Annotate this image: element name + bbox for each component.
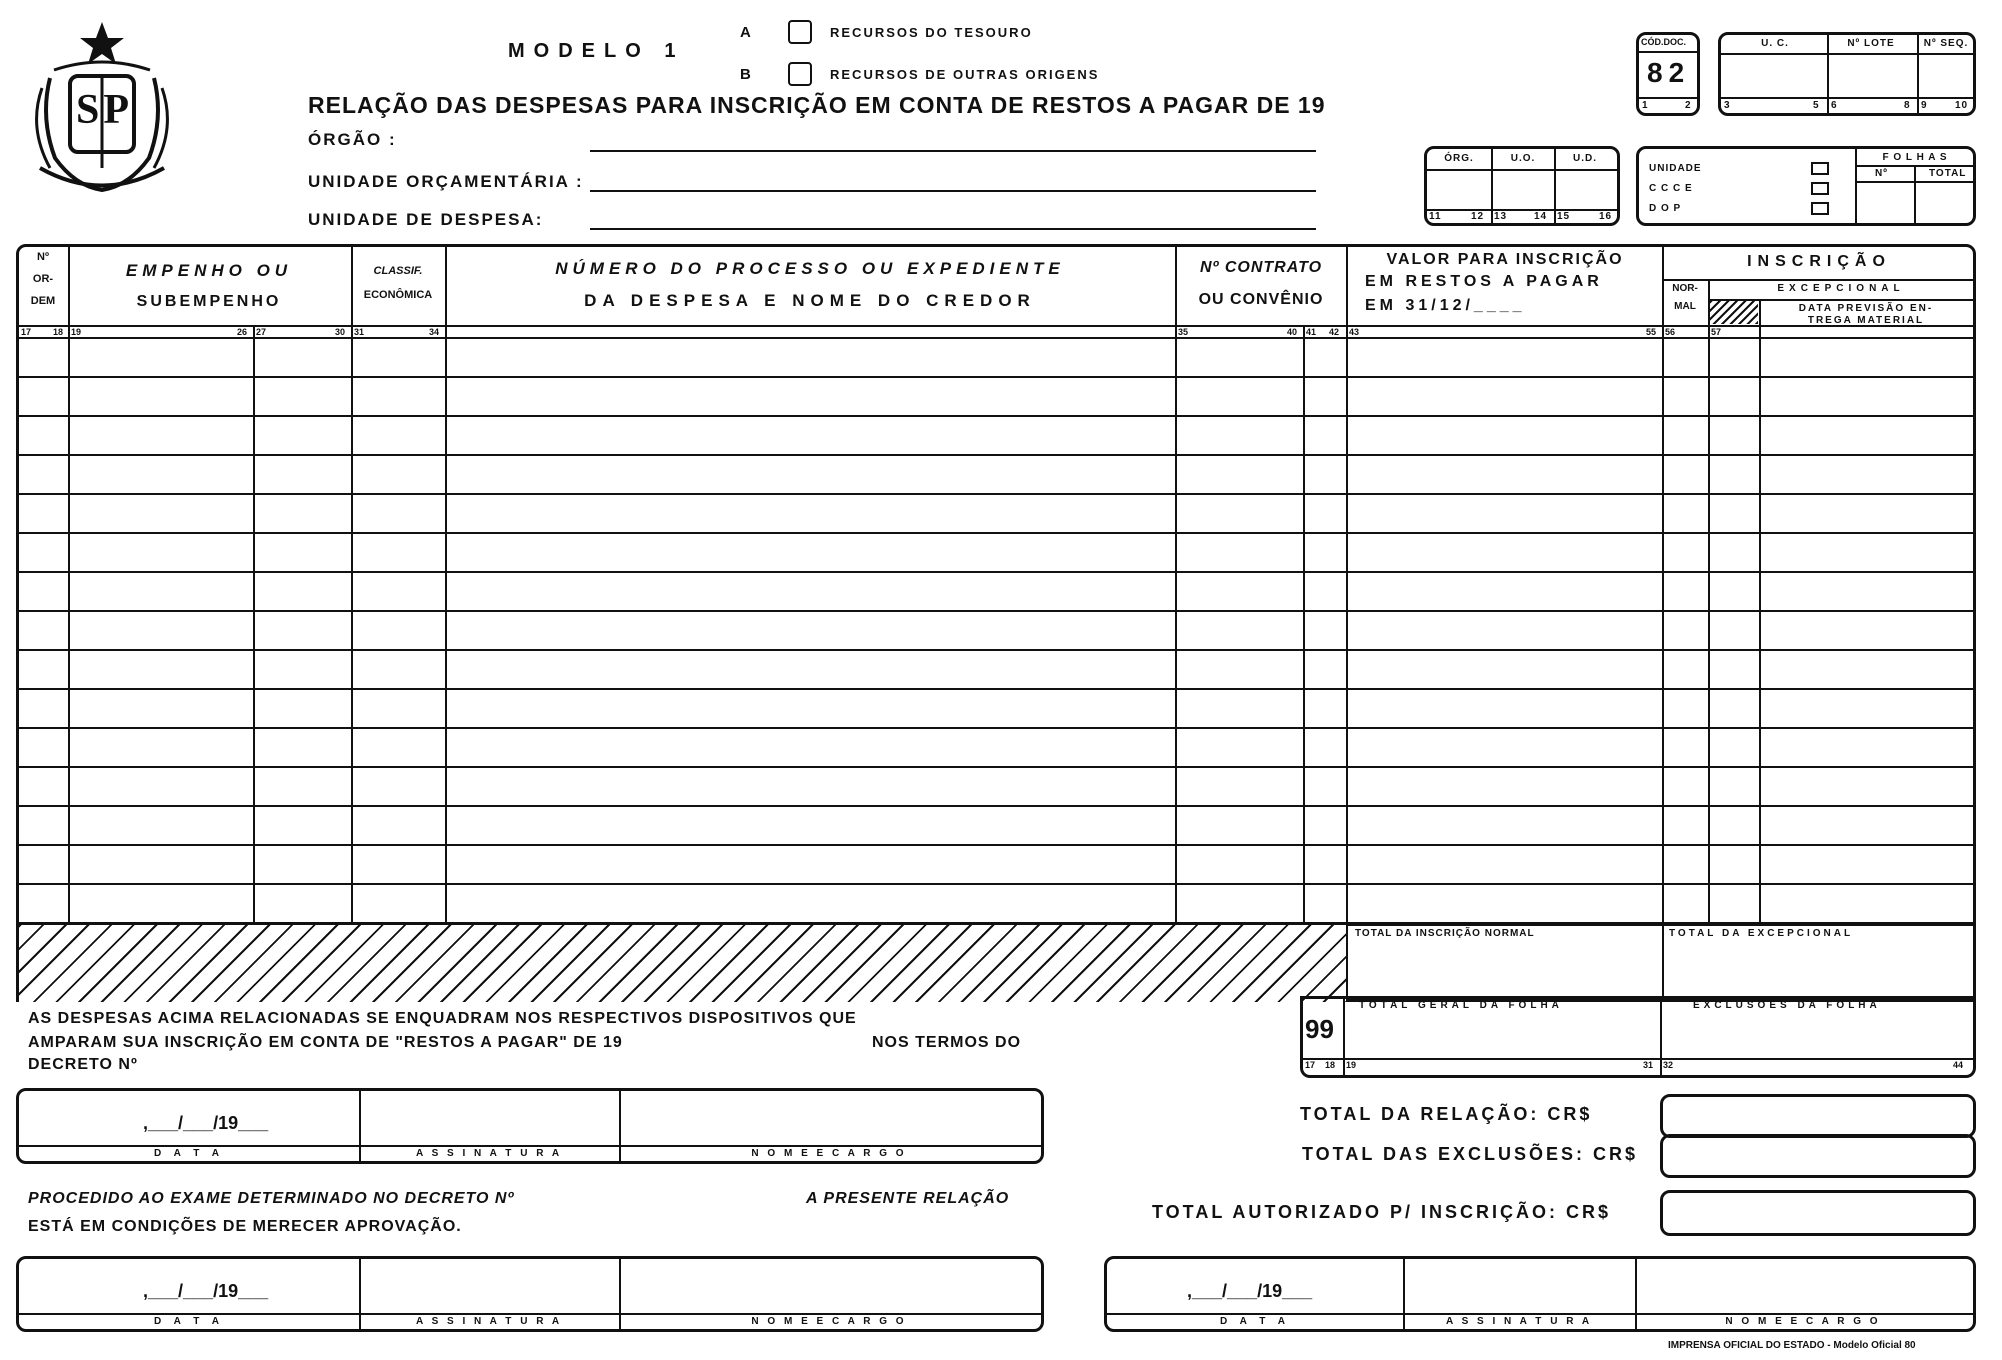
col-data-previsao-header: TREGA MATERIAL [1807, 315, 1925, 326]
col-num: 56 [1665, 327, 1676, 337]
col-num: 19 [1346, 1060, 1357, 1070]
unidade-line: UNIDADE [1649, 163, 1702, 174]
col-ordem-header: OR- [32, 273, 54, 285]
assinatura-label: A S S I N A T U R A [415, 1316, 563, 1327]
declaration-line-3: DECRETO Nº [28, 1056, 138, 1073]
table-data-rows[interactable] [19, 339, 1973, 923]
col-valor-header: VALOR PARA INSCRIÇÃO [1386, 251, 1624, 268]
nome-cargo-label: N O M E E C A R G O [751, 1316, 907, 1327]
col-num: 31 [1643, 1060, 1654, 1070]
cod-doc-value: 82 [1647, 57, 1691, 88]
ud-field[interactable] [590, 228, 1316, 230]
col-num: 3 [1724, 100, 1731, 111]
col-num: 8 [1904, 100, 1911, 111]
col-empenho-header: SUBEMPENHO [136, 293, 282, 310]
uo-field[interactable] [590, 190, 1316, 192]
col-contrato-header: OU CONVÊNIO [1198, 291, 1324, 308]
col-num: 14 [1534, 211, 1548, 222]
ud-code-label: U.D. [1573, 153, 1597, 164]
col-normal-header: MAL [1674, 301, 1696, 312]
col-num: 11 [1429, 211, 1442, 222]
folha-n-label: Nº [1875, 168, 1888, 179]
col-num: 15 [1557, 211, 1571, 222]
col-num: 13 [1494, 211, 1508, 222]
option-b-letter: B [740, 66, 751, 83]
expenses-table [16, 244, 1976, 1002]
nome-cargo-label: N O M E E C A R G O [751, 1148, 907, 1159]
cod-doc-label: CÓD.DOC. [1641, 37, 1686, 47]
signature-block-1 [16, 1088, 1044, 1164]
declaration-line-1: AS DESPESAS ACIMA RELACIONADAS SE ENQUADRAM NOS RESPECTIVOS DISPOSITIVOS QUE [28, 1010, 857, 1027]
col-num: 10 [1955, 100, 1969, 111]
lote-label: Nº LOTE [1847, 38, 1895, 49]
col-valor-header: EM RESTOS A PAGAR [1365, 273, 1603, 290]
col-normal-header: NOR- [1672, 283, 1698, 294]
folha-total-label: TOTAL [1929, 168, 1967, 179]
total-autorizado-field[interactable] [1660, 1190, 1976, 1236]
col-num: 18 [53, 327, 64, 337]
col-ordem-header: DEM [30, 295, 56, 307]
date-field[interactable]: ,___/___/19___ [143, 1113, 269, 1133]
col-num: 19 [71, 327, 82, 337]
signature-block-2 [16, 1256, 1044, 1332]
col-num: 34 [429, 327, 440, 337]
col-num: 12 [1471, 211, 1485, 222]
col-ordem-header: Nº [37, 251, 49, 263]
col-data-previsao-header: DATA PREVISÃO EN- [1798, 303, 1934, 314]
declaration-line-2: AMPARAM SUA INSCRIÇÃO EM CONTA DE "RESTOS A PAGAR" DE 19 [28, 1034, 623, 1051]
logo-letters: SP [76, 87, 134, 133]
orgao-field[interactable] [590, 150, 1316, 152]
col-num: 35 [1178, 327, 1189, 337]
orgao-label: ÓRGÃO : [308, 130, 397, 149]
folha-box [1636, 146, 1976, 226]
exclusoes-label: EXCLUSÕES DA FOLHA [1693, 1000, 1881, 1011]
signature-block-3 [1104, 1256, 1976, 1332]
option-b-checkbox[interactable] [788, 62, 812, 86]
option-b-label: RECURSOS DE OUTRAS ORIGENS [830, 67, 1100, 82]
ccce-line: C C C E [1649, 183, 1693, 194]
total-excepcional-label: TOTAL DA EXCEPCIONAL [1669, 928, 1854, 939]
col-num: 26 [237, 327, 248, 337]
nome-cargo-label: N O M E E C A R G O [1725, 1316, 1881, 1327]
col-num: 17 [21, 327, 32, 337]
ids-box [1718, 32, 1976, 116]
total-geral-label: TOTAL GERAL DA FOLHA [1359, 1000, 1563, 1011]
col-num: 32 [1663, 1060, 1674, 1070]
col-num: 18 [1325, 1060, 1336, 1070]
option-a-checkbox[interactable] [788, 20, 812, 44]
ccce-checkbox[interactable] [1811, 182, 1829, 195]
hatched-area [19, 925, 1346, 1002]
assinatura-label: A S S I N A T U R A [1445, 1316, 1593, 1327]
col-num: 2 [1685, 100, 1692, 111]
total-exclusoes-field[interactable] [1660, 1134, 1976, 1178]
col-num: 9 [1921, 100, 1928, 111]
org-label: ÓRG. [1444, 153, 1474, 164]
dop-checkbox[interactable] [1811, 202, 1829, 215]
procedido-line-1b: A PRESENTE RELAÇÃO [806, 1190, 1010, 1207]
option-a-label: RECURSOS DO TESOURO [830, 25, 1033, 40]
col-valor-header: EM 31/12/____ [1365, 297, 1526, 314]
col-num: 1 [1642, 100, 1649, 111]
col-num: 16 [1599, 211, 1613, 222]
org-box [1424, 146, 1620, 226]
col-num: 57 [1711, 327, 1722, 337]
declaration-line-2b: NOS TERMOS DO [872, 1034, 1022, 1051]
col-num: 40 [1287, 327, 1298, 337]
uc-label: U. C. [1761, 38, 1789, 49]
date-field[interactable]: ,___/___/19___ [1187, 1281, 1313, 1301]
col-num: 43 [1349, 327, 1360, 337]
totals-geral-box [1300, 996, 1976, 1078]
dop-line: D O P [1649, 203, 1682, 214]
code-99: 99 [1305, 1014, 1334, 1044]
total-relacao-label: TOTAL DA RELAÇÃO: CR$ [1300, 1104, 1593, 1124]
uo-code-label: U.O. [1510, 153, 1536, 164]
uo-label: UNIDADE ORÇAMENTÁRIA : [308, 172, 584, 191]
col-empenho-header: EMPENHO OU [125, 261, 293, 280]
col-contrato-header: Nº CONTRATO [1199, 259, 1323, 276]
total-exclusoes-label: TOTAL DAS EXCLUSÕES: CR$ [1302, 1144, 1639, 1164]
col-classif-header: ECONÔMICA [363, 289, 433, 301]
col-num: 5 [1813, 100, 1820, 111]
col-num: 41 [1306, 327, 1317, 337]
assinatura-label: A S S I N A T U R A [415, 1148, 563, 1159]
folhas-label: F O L H A S [1882, 152, 1948, 163]
col-processo-header: DA DESPESA E NOME DO CREDOR [584, 291, 1036, 310]
form-title: RELAÇÃO DAS DESPESAS PARA INSCRIÇÃO EM CONTA DE RESTOS A PAGAR DE 19 [308, 92, 1326, 118]
footer-imprint: IMPRENSA OFICIAL DO ESTADO - Modelo Oficial 80 [1668, 1340, 1916, 1351]
unidade-checkbox[interactable] [1811, 162, 1829, 175]
total-autorizado-label: TOTAL AUTORIZADO P/ INSCRIÇÃO: CR$ [1152, 1202, 1612, 1222]
seq-label: Nº SEQ. [1923, 38, 1969, 49]
procedido-line-1: PROCEDIDO AO EXAME DETERMINADO NO DECRETO Nº [28, 1190, 515, 1207]
cod-doc-box [1636, 32, 1700, 116]
total-relacao-field[interactable] [1660, 1094, 1976, 1138]
sp-coat-of-arms-logo [20, 18, 185, 196]
col-num: 6 [1831, 100, 1838, 111]
data-label: D A T A [1220, 1316, 1290, 1327]
col-num: 44 [1953, 1060, 1964, 1070]
procedido-line-2: ESTÁ EM CONDIÇÕES DE MERECER APROVAÇÃO. [28, 1218, 462, 1235]
modelo-label: MODELO 1 [508, 40, 685, 62]
col-excepcional-header: EXCEPCIONAL [1777, 283, 1905, 294]
col-num: 27 [256, 327, 267, 337]
col-num: 42 [1329, 327, 1340, 337]
excepcional-hatch [1710, 301, 1758, 324]
col-inscricao-header: INSCRIÇÃO [1747, 253, 1891, 270]
col-num: 30 [335, 327, 346, 337]
date-field[interactable]: ,___/___/19___ [143, 1281, 269, 1301]
col-processo-header: NÚMERO DO PROCESSO OU EXPEDIENTE [555, 259, 1065, 278]
data-label: D A T A [154, 1148, 224, 1159]
col-num: 55 [1646, 327, 1657, 337]
col-classif-header: CLASSIF. [373, 265, 423, 277]
total-normal-label: TOTAL DA INSCRIÇÃO NORMAL [1355, 928, 1535, 939]
data-label: D A T A [154, 1316, 224, 1327]
option-a-letter: A [740, 24, 751, 41]
ud-label: UNIDADE DE DESPESA: [308, 210, 544, 229]
col-num: 17 [1305, 1060, 1316, 1070]
col-num: 31 [354, 327, 365, 337]
